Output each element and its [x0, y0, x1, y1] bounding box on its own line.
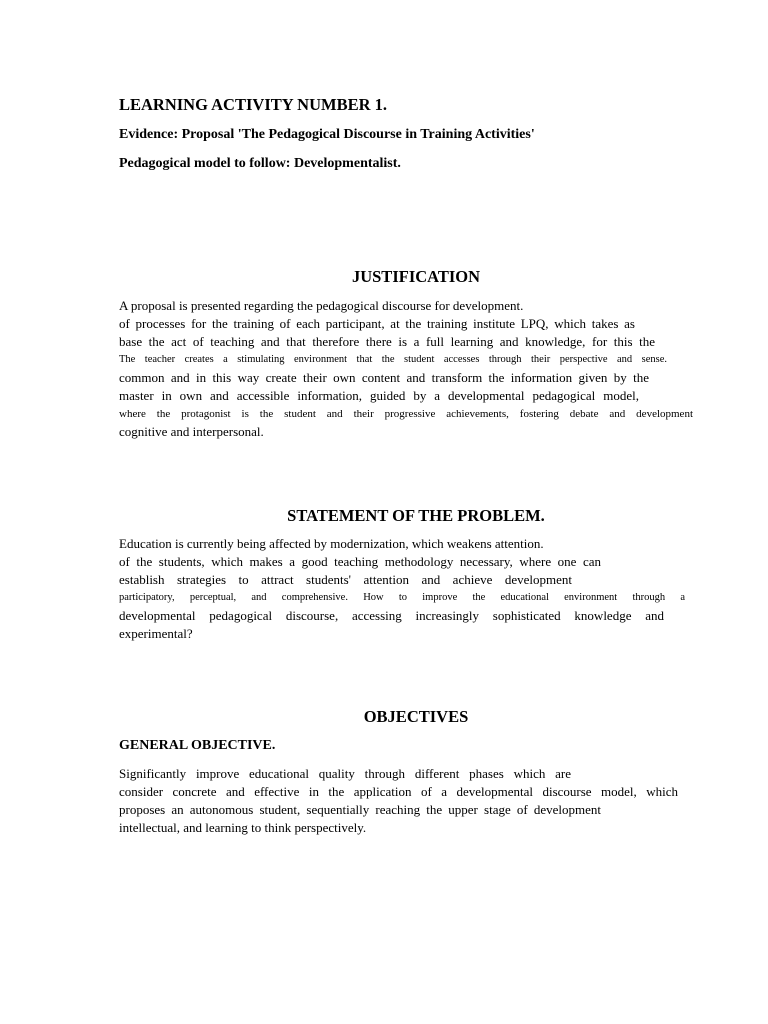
paragraph-line: of the students, which makes a good teaching methodology necessary, where one can	[119, 554, 601, 569]
paragraph-line: establish strategies to attract students' attention and achieve development	[119, 572, 572, 587]
paragraph-line: base the act of teaching and that therefore there is a full learning and knowledge, for this the	[119, 334, 655, 349]
document-title: LEARNING ACTIVITY NUMBER 1.	[119, 95, 388, 114]
paragraph-line: proposes an autonomous student, sequentially reaching the upper stage of development	[119, 802, 601, 817]
general-objective-paragraph	[119, 765, 679, 837]
paragraph-line: intellectual, and learning to think perspectively.	[119, 820, 367, 835]
objectives-heading: OBJECTIVES	[363, 707, 469, 726]
paragraph-line: Education is currently being affected by modernization, which weakens attention.	[119, 536, 544, 551]
paragraph-line: consider concrete and effective in the application of a developmental discourse model, which	[119, 784, 678, 799]
justification-paragraph	[119, 297, 693, 441]
problem-statement-heading: STATEMENT OF THE PROBLEM.	[287, 506, 545, 525]
justification-heading: JUSTIFICATION	[351, 267, 481, 286]
paragraph-line: of processes for the training of each participant, at the training institute LPQ, which takes as	[119, 316, 635, 331]
paragraph-line: experimental?	[119, 626, 193, 641]
paragraph-line: where the protagonist is the student and their progressive achievements, fostering debate and development	[119, 408, 693, 420]
paragraph-line: master in own and accessible information, guided by a developmental pedagogical model,	[119, 388, 639, 403]
general-objective-heading: GENERAL OBJECTIVE.	[119, 738, 276, 753]
paragraph-line: participatory, perceptual, and comprehensive. How to improve the educational environment through a	[119, 592, 685, 603]
evidence-line: Evidence: Proposal 'The Pedagogical Discourse in Training Activities'	[119, 127, 535, 142]
paragraph-line: common and in this way create their own content and transform the information given by the	[119, 370, 649, 385]
paragraph-line: Significantly improve educational quality through different phases which are	[119, 766, 571, 781]
paragraph-line: The teacher creates a stimulating environment that the student accesses through their perspective and sense.	[119, 354, 667, 365]
problem-statement-paragraph	[119, 535, 685, 643]
paragraph-line: A proposal is presented regarding the pedagogical discourse for development.	[119, 298, 524, 313]
pedagogical-model-line: Pedagogical model to follow: Developmentalist.	[119, 156, 401, 171]
paragraph-line: cognitive and interpersonal.	[119, 424, 264, 439]
paragraph-line: developmental pedagogical discourse, accessing increasingly sophisticated knowledge and	[119, 608, 664, 623]
